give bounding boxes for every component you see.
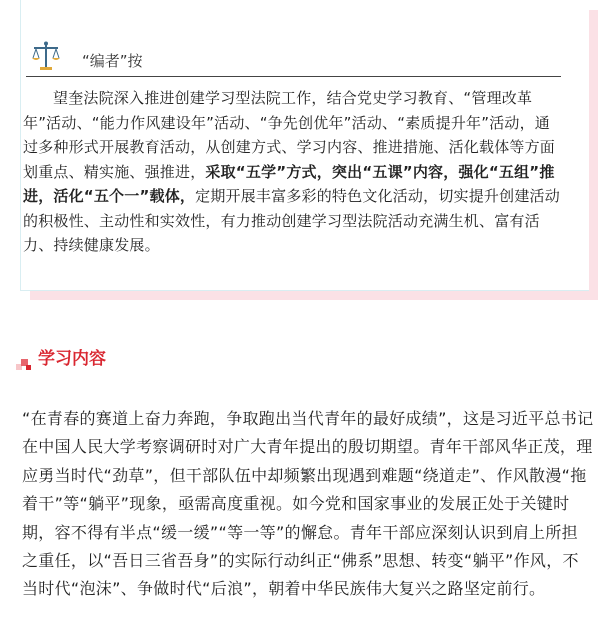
body-paragraph: “在青春的赛道上奋力奔跑，争取跑出当代青年的最好成绩”，这是习近平总书记在中国人民大学考察调研时对广大青年提出的殷切期望。青年干部风华正茂，理应勇当时代“劲草”，但干部队伍中却频繁出现遇到难题“绕道走”、作风散漫“拖着干”等“躺平”现象，亟需高度重视。如今党和国家事业的发展正处于关键时期，容不得有半点“缓一缓”“等一等”的懈怠。青年干部应深刻认识到肩上所担之重任，以“吾日三省吾身”的实际行动纠正“佛系”思想、转变“躺平”作风，不当时代“泡沫”、争做时代“后浪”，朝着中华民族伟大复兴之路坚定前行。 bbox=[22, 409, 594, 599]
intro-paragraph bbox=[23, 86, 563, 258]
divider-line bbox=[26, 76, 561, 77]
section-header bbox=[16, 340, 216, 380]
scale-of-justice-icon bbox=[30, 40, 62, 72]
intro-text-part2: 定期开展丰富多彩的特色文化活动，切实提升创建活动的积极性、主动性和实效性，有力推动创建学习型法院活动充满生机、富有活力、持续健康发展。 bbox=[23, 187, 560, 254]
editor-note-label: “编者”按 bbox=[82, 52, 143, 70]
section-marker-icon bbox=[16, 356, 34, 374]
intro-text-bold: 采取“五学”方式，突出“五课”内容，强化“五组”推进，活化“五个一”载体， bbox=[23, 162, 555, 205]
intro-text-part1: 望奎法院深入推进创建学习型法院工作，结合党史学习教育、“管理改革年”活动、“能力作风建设年”活动、“争先创优年”活动、“素质提升年”活动，通过多种形式开展教育活动，从创建方式、学习内容、推进措施、活化载体等方面划重点、精实施、强推进， bbox=[23, 89, 556, 181]
section-title: 学习内容 bbox=[38, 349, 106, 369]
